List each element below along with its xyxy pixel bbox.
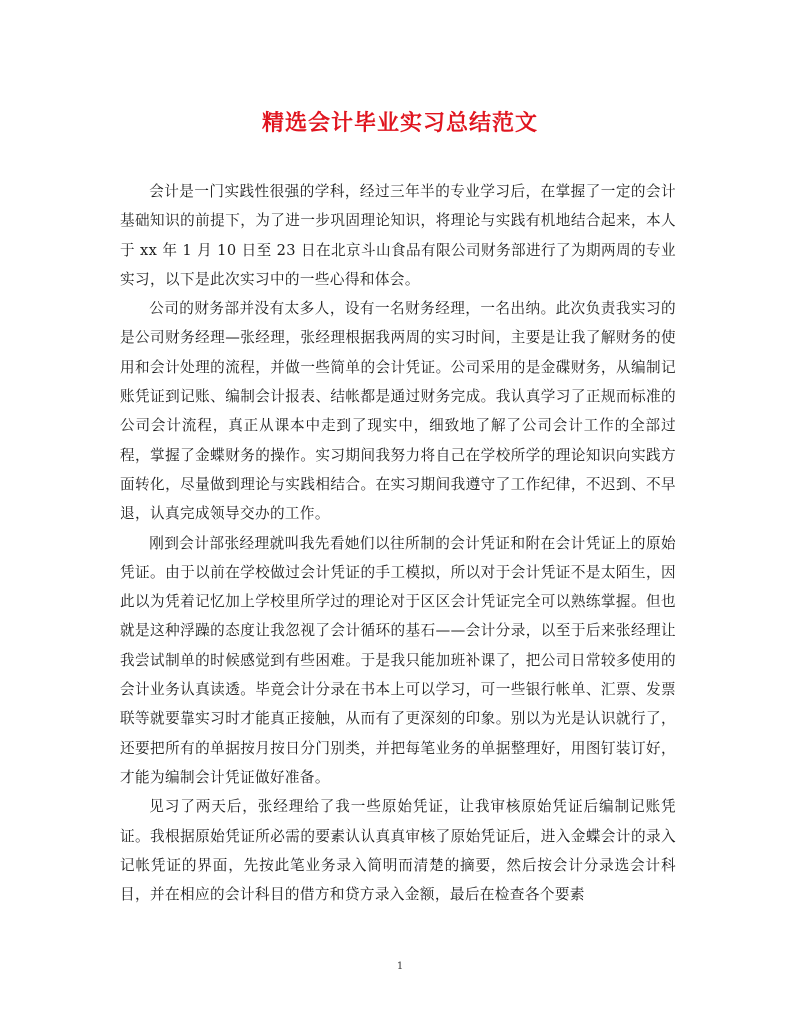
document-body bbox=[120, 177, 676, 909]
paragraph: 刚到会计部张经理就叫我先看她们以往所制的会计凭证和附在会计凭证上的原始凭证。由于以前在学校做过会计凭证的手工模拟，所以对于会计凭证不是太陌生，因此以为凭着记忆加上学校里所学过的理论对于区区会计凭证完全可以熟练掌握。但也就是这种浮躁的态度让我忽视了会计循环的基石——会计分录，以至于后来张经理让我尝试制单的时候感觉到有些困难。于是我只能加班补课了，把公司日常较多使用的会计业务认真读透。毕竟会计分录在书本上可以学习，可一些银行帐单、汇票、发票联等就要靠实习时才能真正接触，从而有了更深刻的印象。别以为光是认识就行了，还要把所有的单据按月按日分门别类，并把每笔业务的单据整理好，用图钉装订好，才能为编制会计凭证做好准备。 bbox=[120, 534, 676, 786]
document-title: 精选会计毕业实习总结范文 bbox=[261, 110, 538, 136]
paragraph: 见习了两天后，张经理给了我一些原始凭证，让我审核原始凭证后编制记账凭证。我根据原始凭证所必需的要素认认真真审核了原始凭证后，进入金蝶会计的录入记帐凭证的界面，先按此笔业务录入简明而清楚的摘要，然后按会计分录选会计科目，并在相应的会计科目的借方和贷方录入金额，最后在检查各个要素 bbox=[120, 798, 676, 904]
page-number: 1 bbox=[396, 961, 404, 972]
paragraph: 会计是一门实践性很强的学科，经过三年半的专业学习后，在掌握了一定的会计基础知识的前提下，为了进一步巩固理论知识，将理论与实践有机地结合起来，本人于 xx 年 1 月 10 日至 23 日在北京斗山食品有限公司财务部进行了为期两周的专业实习，以下是此次实习中的一些心得和体会。 bbox=[120, 183, 676, 288]
paragraph: 公司的财务部并没有太多人，设有一名财务经理，一名出纳。此次负责我实习的是公司财务经理—张经理，张经理根据我两周的实习时间，主要是让我了解财务的使用和会计处理的流程，并做一些简单的会计凭证。公司采用的是金碟财务，从编制记账凭证到记账、编制会计报表、结帐都是通过财务完成。我认真学习了正规而标准的公司会计流程，真正从课本中走到了现实中，细致地了解了公司会计工作的全部过程，掌握了金蝶财务的操作。实习期间我努力将自己在学校所学的理论知识向实践方面转化，尽量做到理论与实践相结合。在实习期间我遵守了工作纪律，不迟到、不早退，认真完成领导交办的工作。 bbox=[120, 300, 676, 523]
